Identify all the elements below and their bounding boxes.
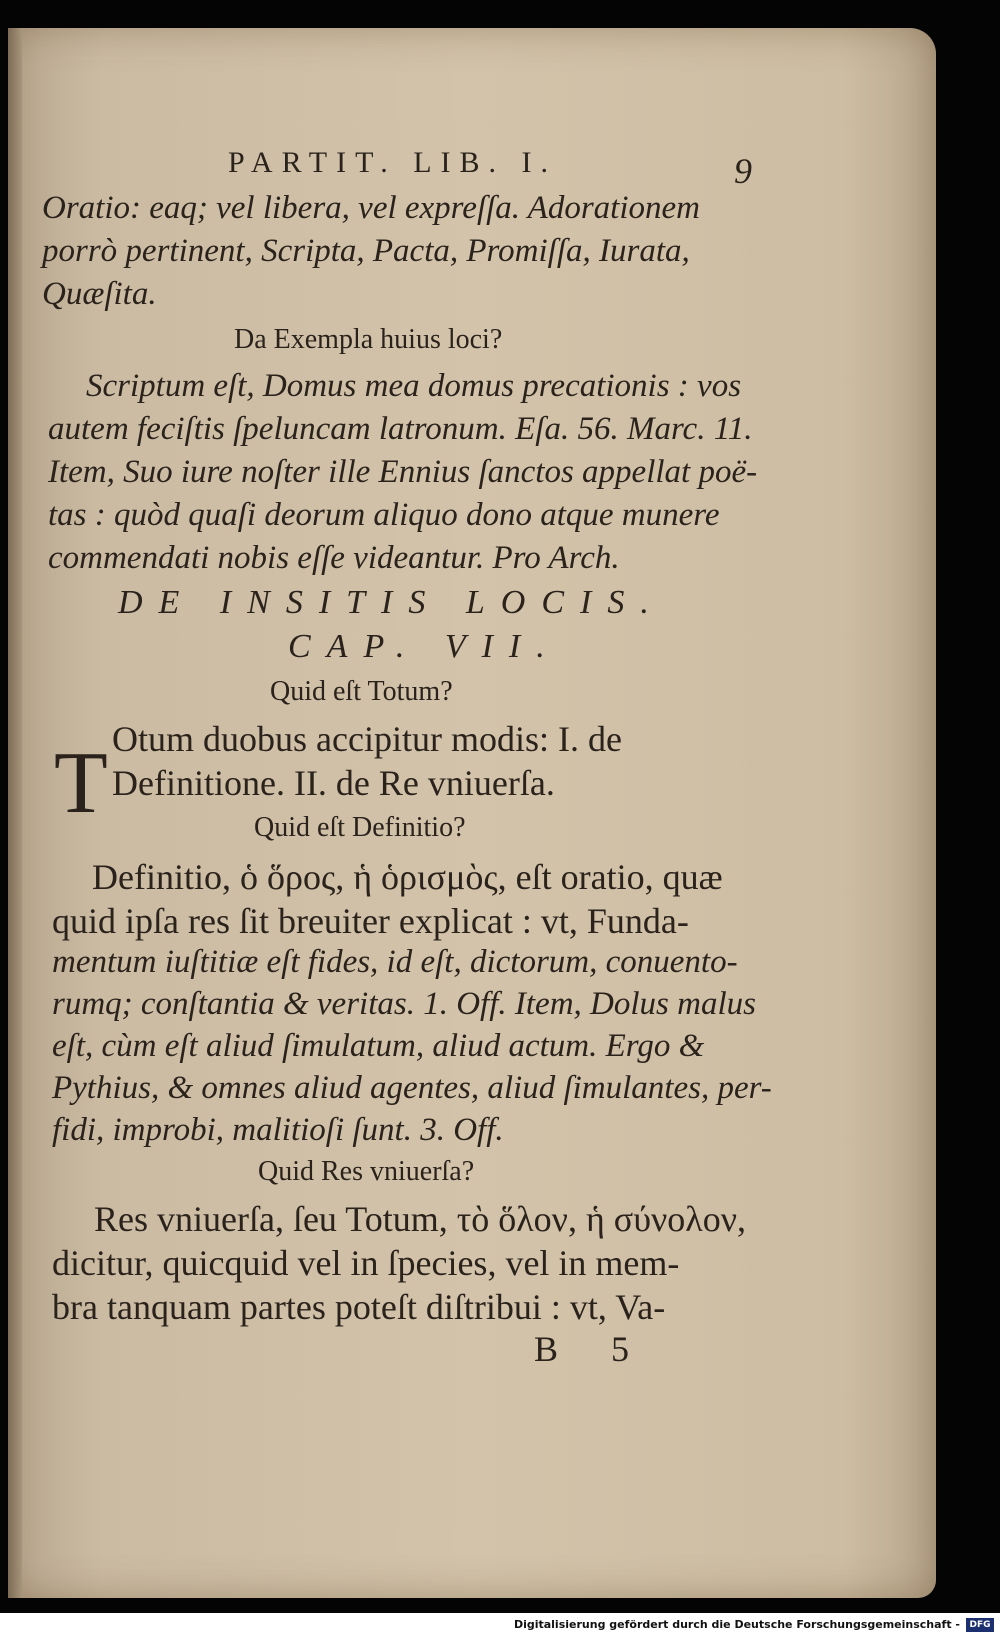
- drop-capital: T: [54, 735, 108, 832]
- chapter-heading: CAP. VII.: [288, 628, 561, 665]
- body-line: Definitione. II. de Re vniuerſa.: [112, 763, 555, 803]
- body-line: eſt, cùm eſt aliud ſimulatum, aliud actum. Ergo &: [52, 1028, 705, 1064]
- question-heading: Quid Res vniuerſa?: [258, 1156, 475, 1187]
- dfg-logo: DFG: [966, 1618, 994, 1632]
- question-heading: Quid eſt Definitio?: [254, 812, 466, 843]
- body-line: Pythius, & omnes aliud agentes, aliud ſimulantes, per-: [52, 1070, 772, 1106]
- page-number: 9: [734, 151, 752, 191]
- body-line: Quæſita.: [42, 276, 157, 312]
- body-line: tas : quòd quaſi deorum aliquo dono atque munere: [48, 497, 720, 533]
- book-page: [8, 28, 936, 1598]
- question-heading: Quid eſt Totum?: [270, 676, 453, 707]
- funding-credit: Digitalisierung gefördert durch die Deutsche Forschungsgemeinschaft -: [513, 1618, 960, 1631]
- body-line: Definitio, ὁ ὅρος, ἡ ὁρισμὸς, eſt oratio, quæ: [92, 857, 723, 897]
- section-heading: DE INSITIS LOCIS.: [118, 584, 665, 621]
- page-gutter: [8, 28, 22, 1598]
- body-line: Oratio: eaq; vel libera, vel expreſſa. Adorationem: [42, 190, 701, 226]
- running-title: PARTIT. LIB. I.: [228, 146, 558, 179]
- body-line: dicitur, quicquid vel in ſpecies, vel in mem-: [52, 1243, 680, 1283]
- body-line: Item, Suo iure noſter ille Ennius ſanctos appellat poë-: [48, 454, 758, 490]
- body-line: Otum duobus accipitur modis: I. de: [112, 719, 622, 759]
- body-line: mentum iuſtitiæ eſt fides, id eſt, dictorum, conuento-: [52, 944, 738, 980]
- body-line: autem feciſtis ſpeluncam latronum. Eſa. 56. Marc. 11.: [48, 411, 753, 447]
- body-line: rumq; conſtantia & veritas. 1. Off. Item, Dolus malus: [52, 986, 756, 1022]
- body-line: Scriptum eſt, Domus mea domus precationis : vos: [86, 368, 742, 404]
- body-line: commendati nobis eſſe videantur. Pro Arch.: [48, 540, 620, 576]
- question-heading: Da Exempla huius loci?: [234, 324, 503, 355]
- body-line: bra tanquam partes poteſt diſtribui : vt, Va-: [52, 1287, 666, 1327]
- signature-mark: B 5: [534, 1329, 652, 1369]
- footer-bar: [0, 1613, 1000, 1635]
- body-line: quid ipſa res ſit breuiter explicat : vt, Funda-: [52, 901, 689, 941]
- body-line: porrò pertinent, Scripta, Pacta, Promiſſa, Iurata,: [42, 233, 690, 269]
- body-line: Res vniuerſa, ſeu Totum, τὸ ὅλον, ἡ σύνολον,: [94, 1199, 747, 1239]
- body-line: fidi, improbi, malitioſi ſunt. 3. Off.: [52, 1112, 504, 1148]
